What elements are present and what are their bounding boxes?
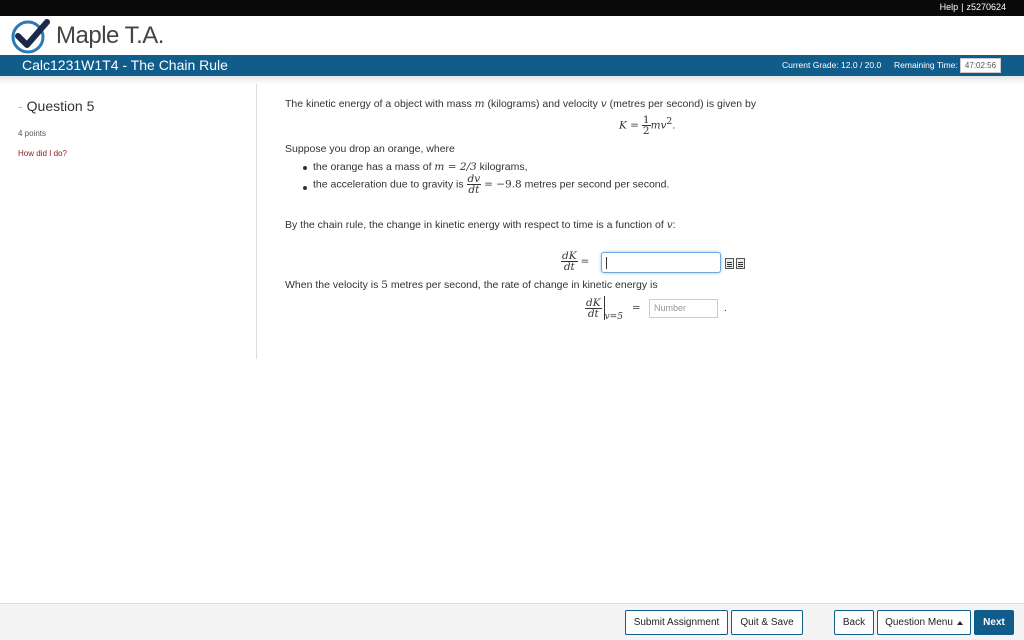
next-button[interactable]: Next — [974, 610, 1014, 635]
fraction-denominator: dt — [587, 307, 599, 320]
dk-dt-fraction — [585, 298, 602, 319]
top-links — [940, 2, 1006, 12]
formula-rhs: mv — [650, 119, 667, 132]
velocity-value: 5 — [381, 279, 388, 291]
formula-fraction — [642, 115, 651, 136]
question-title-text: Question 5 — [26, 98, 95, 114]
dk-dt-answer-input[interactable] — [601, 252, 721, 273]
question-menu-button[interactable] — [877, 610, 971, 635]
text-caret — [606, 257, 607, 269]
chain-text: : — [672, 219, 676, 231]
caret-up-icon — [957, 621, 963, 625]
answer-tools — [725, 258, 745, 269]
intro-part: (metres per second) is given by — [606, 98, 757, 110]
formula-period: . — [672, 119, 676, 132]
intro-text — [285, 98, 756, 110]
fraction-denominator: dt — [563, 261, 575, 273]
bullet-text: the acceleration due to gravity is — [313, 178, 467, 191]
mass-value: m = 2/3 — [434, 161, 477, 173]
velocity-symbol: v — [666, 219, 673, 231]
logo — [10, 18, 164, 54]
velocity-part: metres per second, the rate of change in kinetic energy is — [387, 279, 658, 291]
top-bar — [0, 0, 1024, 16]
dv-dt-fraction — [467, 174, 482, 195]
remaining-time-label: Remaining Time: — [894, 60, 958, 70]
suppose-text: Suppose you drop an orange, where — [285, 143, 455, 155]
answer-period: . — [724, 302, 727, 314]
gravity-value: = −9.8 — [484, 178, 522, 191]
current-grade: Current Grade: 12.0 / 20.0 — [782, 60, 882, 70]
remaining-time: 47:02:56 — [960, 58, 1001, 73]
bullet — [303, 166, 307, 170]
submit-assignment-button[interactable]: Submit Assignment — [625, 610, 728, 635]
checkmark-logo-icon — [10, 18, 50, 54]
question-sidebar — [0, 84, 257, 359]
kinetic-energy-formula — [619, 115, 675, 136]
formula-exponent: 2 — [666, 116, 673, 127]
user-id[interactable]: z5270624 — [966, 2, 1006, 12]
bullet-gravity — [313, 174, 669, 195]
fraction-numerator: dK — [586, 296, 601, 309]
title-bar — [0, 55, 1024, 76]
equals-sign: = — [631, 301, 641, 314]
fraction-numerator: dv — [467, 173, 481, 185]
brand-name: Maple T.A. — [56, 22, 164, 49]
back-button[interactable]: Back — [834, 610, 874, 635]
bullet-text: kilograms, — [476, 161, 528, 173]
equation-editor-icon[interactable] — [736, 258, 745, 269]
formula-lhs: K = — [619, 119, 639, 132]
preview-icon[interactable] — [725, 258, 734, 269]
velocity-text — [285, 279, 658, 291]
bottom-action-bar — [0, 603, 1024, 640]
fraction-numerator: dK — [562, 250, 577, 262]
velocity-part: When the velocity is — [285, 279, 382, 291]
velocity-symbol: v — [600, 98, 607, 110]
bullet-text: the orange has a mass of — [313, 161, 435, 173]
dk-dt-evaluated-expression — [585, 296, 641, 320]
quit-save-button[interactable]: Quit & Save — [731, 610, 803, 635]
intro-part: The kinetic energy of a object with mass — [285, 98, 475, 110]
chain-text: By the chain rule, the change in kinetic energy with respect to time is a function of — [285, 219, 667, 231]
dk-dt-fraction — [561, 251, 578, 272]
top-separator: | — [961, 2, 964, 12]
bullet-text: metres per second per second. — [521, 178, 670, 191]
question-title — [18, 98, 94, 114]
chain-rule-text — [285, 219, 676, 231]
course-title: Calc1231W1T4 - The Chain Rule — [22, 57, 228, 73]
collapse-dash[interactable]: - — [18, 98, 23, 114]
how-did-i-do-link[interactable]: How did I do? — [18, 149, 67, 158]
intro-part: (kilograms) and velocity — [484, 98, 601, 110]
question-menu-label: Question Menu — [885, 617, 953, 628]
bullet-mass — [313, 161, 528, 173]
mass-symbol: m — [474, 98, 485, 110]
title-shadow — [0, 76, 1024, 84]
fraction-denominator: 2 — [642, 125, 650, 137]
equals-sign: = — [580, 255, 590, 268]
fraction-denominator: dt — [468, 184, 480, 196]
fraction-numerator: 1 — [642, 114, 650, 126]
help-link[interactable]: Help — [939, 2, 959, 12]
question-points: 4 points — [18, 129, 47, 138]
evaluation-point: v=5 — [604, 311, 623, 322]
bullet — [303, 186, 307, 190]
dk-dt-expression — [561, 251, 589, 272]
rate-number-input[interactable]: Number — [649, 299, 718, 318]
